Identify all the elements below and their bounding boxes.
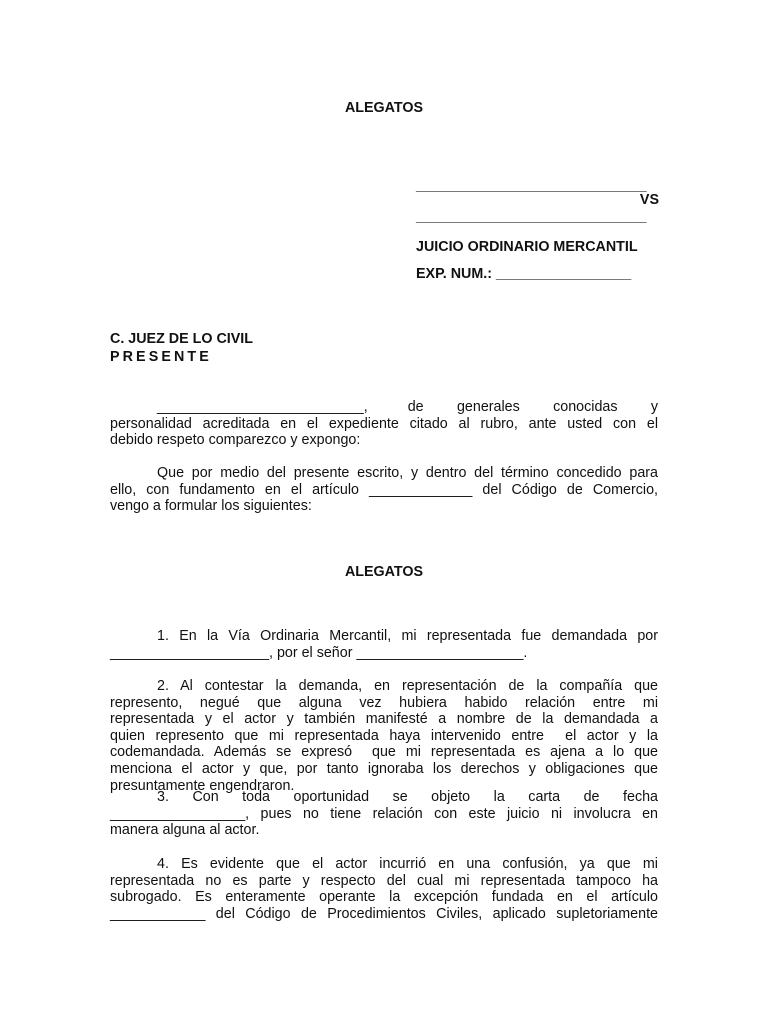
item-3	[110, 789, 658, 839]
item-line: 2. Al contestar la demanda, en representación de la compañía que	[157, 678, 658, 694]
item-line: 3. Con toda oportunidad se objeto la carta de fecha	[157, 789, 658, 805]
section-title: ALEGATOS	[344, 564, 424, 580]
intro-paragraph	[110, 399, 658, 449]
caption-file-number: EXP. NUM.: _________________	[416, 266, 632, 282]
caption-vs: VS	[639, 192, 659, 208]
caption-trial-type: JUICIO ORDINARIO MERCANTIL	[416, 239, 638, 255]
caption-party-line-2: _____________________________	[416, 209, 647, 225]
addressee-line-2: PRESENTE	[110, 349, 212, 365]
item-line: menciona el actor y que, por tanto ignoraba los derechos y obligaciones que	[110, 760, 658, 777]
item-line: subrogado. Es enteramente operante la excepción fundada en el artículo	[110, 889, 658, 906]
second-paragraph-line: Que por medio del presente escrito, y dentro del término concedido para	[157, 465, 658, 481]
item-line: presuntamente engendraron.	[110, 777, 295, 794]
item-4	[110, 856, 658, 922]
document-title: ALEGATOS	[344, 100, 424, 116]
item-line: 4. Es evidente que el actor incurrió en una confusión, ya que mi	[157, 856, 658, 872]
intro-line: personalidad acreditada en el expediente citado al rubro, ante usted con el	[110, 415, 658, 432]
item-1	[110, 628, 658, 661]
item-2	[110, 678, 658, 794]
item-line: manera alguna al actor.	[110, 822, 260, 839]
item-line: quien represento que mi representada haya intervenido entre el actor y la	[110, 727, 658, 744]
intro-line: __________________________, de generales conocidas y	[157, 399, 658, 415]
item-line: representada y el actor y también manifesté a nombre de la demandada a	[110, 711, 658, 728]
addressee-line-1: C. JUEZ DE LO CIVIL	[110, 331, 253, 347]
second-paragraph	[110, 465, 658, 515]
item-line: ____________ del Código de Procedimientos Civiles, aplicado supletoriamente	[110, 905, 658, 922]
second-paragraph-line: vengo a formular los siguientes:	[110, 498, 312, 515]
caption-party-line-1: _____________________________	[416, 178, 647, 194]
intro-line: debido respeto comparezco y expongo:	[110, 432, 361, 449]
item-line: representada no es parte y respecto del cual mi representada tampoco ha	[110, 872, 658, 889]
item-line: represento, negué que alguna vez hubiera habido relación entre mi	[110, 694, 658, 711]
second-paragraph-line: ello, con fundamento en el artículo _____________ del Código de Comercio,	[110, 481, 658, 498]
item-line: 1. En la Vía Ordinaria Mercantil, mi representada fue demandada por	[157, 628, 658, 644]
item-line: codemandada. Además se expresó que mi representada es ajena a lo que	[110, 744, 658, 761]
item-line: ____________________, por el señor _____________________.	[110, 644, 528, 661]
item-line: _________________, pues no tiene relación con este juicio ni involucra en	[110, 805, 658, 822]
